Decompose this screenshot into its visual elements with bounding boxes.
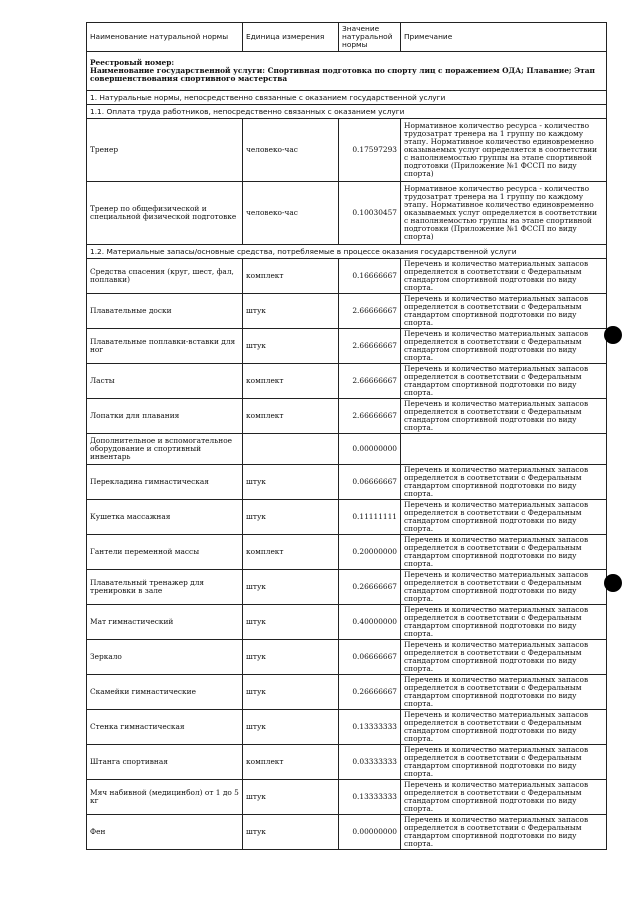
norm-name: Перекладина гимнастическая (87, 465, 243, 500)
norm-value: 0.00000000 (339, 815, 401, 850)
header-row (87, 23, 607, 52)
table-row (87, 259, 607, 294)
norm-name: Плавательные доски (87, 294, 243, 329)
norm-name: Кушетка массажная (87, 500, 243, 535)
norm-name: Тренер (87, 119, 243, 182)
norm-value: 0.26666667 (339, 675, 401, 710)
norm-name: Средства спасения (круг, шест, фал, поплавки) (87, 259, 243, 294)
header-name-cell: Наименование натуральной нормы (87, 23, 243, 52)
norm-name: Штанга спортивная (87, 745, 243, 780)
table-row (87, 675, 607, 710)
punch-hole-upper (604, 326, 622, 344)
table-row (87, 570, 607, 605)
norm-unit: штук (243, 640, 339, 675)
norm-unit: штук (243, 710, 339, 745)
norm-unit: штук (243, 465, 339, 500)
norm-note: Перечень и количество материальных запасов определяется в соответствии с Федеральным стандартом спортивной подготовки по виду спорта. (401, 605, 607, 640)
subsection-row (87, 105, 607, 119)
norm-unit: комплект (243, 364, 339, 399)
table-row (87, 465, 607, 500)
norm-unit: комплект (243, 259, 339, 294)
norm-note: Перечень и количество материальных запасов определяется в соответствии с Федеральным стандартом спортивной подготовки по виду спорта. (401, 399, 607, 434)
norm-note: Перечень и количество материальных запасов определяется в соответствии с Федеральным стандартом спортивной подготовки по виду спорта. (401, 465, 607, 500)
norm-note: Перечень и количество материальных запасов определяется в соответствии с Федеральным стандартом спортивной подготовки по виду спорта. (401, 815, 607, 850)
norm-note: Перечень и количество материальных запасов определяется в соответствии с Федеральным стандартом спортивной подготовки по виду спорта. (401, 294, 607, 329)
norm-value: 0.03333333 (339, 745, 401, 780)
table-row (87, 745, 607, 780)
norm-unit: штук (243, 570, 339, 605)
norm-name: Дополнительное и вспомогательное оборудование и спортивный инвентарь (87, 434, 243, 465)
registry-number: Реестровый номер: (90, 58, 175, 67)
header-note-cell: Примечание (401, 23, 607, 52)
norm-unit: штук (243, 780, 339, 815)
norm-unit: человеко-час (243, 182, 339, 245)
table-row (87, 434, 607, 465)
table-row (87, 119, 607, 182)
norm-note: Перечень и количество материальных запасов определяется в соответствии с Федеральным стандартом спортивной подготовки по виду спорта. (401, 675, 607, 710)
norms-table (86, 22, 607, 850)
registry-row (87, 52, 607, 91)
norm-name: Тренер по общефизической и специальной физической подготовке (87, 182, 243, 245)
punch-hole-lower (604, 574, 622, 592)
norm-unit: штук (243, 815, 339, 850)
norm-value: 0.20000000 (339, 535, 401, 570)
norm-note: Перечень и количество материальных запасов определяется в соответствии с Федеральным стандартом спортивной подготовки по виду спорта. (401, 780, 607, 815)
norm-value: 0.10030457 (339, 182, 401, 245)
subsection-row (87, 245, 607, 259)
norm-value: 2.66666667 (339, 399, 401, 434)
norm-name: Плавательные поплавки-вставки для ног (87, 329, 243, 364)
norm-note: Перечень и количество материальных запасов определяется в соответствии с Федеральным стандартом спортивной подготовки по виду спорта. (401, 259, 607, 294)
subsection-title: 1.2. Материальные запасы/основные средства, потребляемые в процессе оказания государственной услуги (87, 245, 607, 259)
norm-unit: человеко-час (243, 119, 339, 182)
table-row (87, 710, 607, 745)
norm-unit: штук (243, 605, 339, 640)
table-row (87, 364, 607, 399)
norm-name: Ласты (87, 364, 243, 399)
norm-unit: комплект (243, 535, 339, 570)
norm-value: 0.00000000 (339, 434, 401, 465)
norm-note: Нормативное количество ресурса - количество трудозатрат тренера на 1 группу по каждому этапу. Нормативное количество единовременно оказываемых услуг определяется в соответствии с наполняемостью группы на этапе спортивной подготовки (Приложение №1 ФССП по виду спорта) (401, 182, 607, 245)
norm-note: Перечень и количество материальных запасов определяется в соответствии с Федеральным стандартом спортивной подготовки по виду спорта. (401, 535, 607, 570)
table-row (87, 535, 607, 570)
norm-name: Лопатки для плавания (87, 399, 243, 434)
norm-value: 0.26666667 (339, 570, 401, 605)
norm-value: 2.66666667 (339, 294, 401, 329)
norm-unit: штук (243, 675, 339, 710)
table-row (87, 605, 607, 640)
table-row (87, 399, 607, 434)
norm-value: 0.16666667 (339, 259, 401, 294)
norm-unit: комплект (243, 399, 339, 434)
norm-value: 0.06666667 (339, 640, 401, 675)
header-value-cell: Значение натуральной нормы (339, 23, 401, 52)
norm-note: Перечень и количество материальных запасов определяется в соответствии с Федеральным стандартом спортивной подготовки по виду спорта. (401, 710, 607, 745)
norm-name: Зеркало (87, 640, 243, 675)
norm-name: Фен (87, 815, 243, 850)
table-row (87, 780, 607, 815)
norm-name: Гантели переменной массы (87, 535, 243, 570)
norm-unit: штук (243, 294, 339, 329)
norm-note: Перечень и количество материальных запасов определяется в соответствии с Федеральным стандартом спортивной подготовки по виду спорта. (401, 640, 607, 675)
norm-note: Нормативное количество ресурса - количество трудозатрат тренера на 1 группу по каждому этапу. Нормативное количество единовременно оказываемых услуг определяется в соответствии с наполняемостью группы на этапе спортивной подготовки (Приложение №1 ФССП по виду спорта) (401, 119, 607, 182)
norm-note: Перечень и количество материальных запасов определяется в соответствии с Федеральным стандартом спортивной подготовки по виду спорта. (401, 329, 607, 364)
norm-name: Скамейки гимнастические (87, 675, 243, 710)
norm-value: 0.40000000 (339, 605, 401, 640)
service-name: Наименование государственной услуги: Спортивная подготовка по спорту лиц с поражением ОДА; Плавание; Этап совершенствования спортивного мастерства (90, 66, 595, 83)
table-row (87, 500, 607, 535)
norm-note (401, 434, 607, 465)
norm-note: Перечень и количество материальных запасов определяется в соответствии с Федеральным стандартом спортивной подготовки по виду спорта. (401, 364, 607, 399)
norm-value: 0.13333333 (339, 710, 401, 745)
norm-unit: штук (243, 500, 339, 535)
norm-unit: комплект (243, 745, 339, 780)
norm-name: Мяч набивной (медицинбол) от 1 до 5 кг (87, 780, 243, 815)
norm-name: Мат гимнастический (87, 605, 243, 640)
norm-name: Стенка гимнастическая (87, 710, 243, 745)
table-row (87, 294, 607, 329)
table-row (87, 815, 607, 850)
norm-unit (243, 434, 339, 465)
norm-note: Перечень и количество материальных запасов определяется в соответствии с Федеральным стандартом спортивной подготовки по виду спорта. (401, 570, 607, 605)
norm-note: Перечень и количество материальных запасов определяется в соответствии с Федеральным стандартом спортивной подготовки по виду спорта. (401, 500, 607, 535)
norm-unit: штук (243, 329, 339, 364)
norm-value: 0.06666667 (339, 465, 401, 500)
norm-value: 0.13333333 (339, 780, 401, 815)
table-row (87, 329, 607, 364)
table-row (87, 182, 607, 245)
header-unit-cell: Единица измерения (243, 23, 339, 52)
norm-value: 2.66666667 (339, 329, 401, 364)
section-title: 1. Натуральные нормы, непосредственно связанные с оказанием государственной услуги (87, 91, 607, 105)
norm-value: 2.66666667 (339, 364, 401, 399)
registry-cell (87, 52, 607, 91)
norm-name: Плавательный тренажер для тренировки в зале (87, 570, 243, 605)
section-row (87, 91, 607, 105)
norm-note: Перечень и количество материальных запасов определяется в соответствии с Федеральным стандартом спортивной подготовки по виду спорта. (401, 745, 607, 780)
subsection-title: 1.1. Оплата труда работников, непосредственно связанных с оказанием услуги (87, 105, 607, 119)
norm-value: 0.11111111 (339, 500, 401, 535)
table-row (87, 640, 607, 675)
norm-value: 0.17597293 (339, 119, 401, 182)
